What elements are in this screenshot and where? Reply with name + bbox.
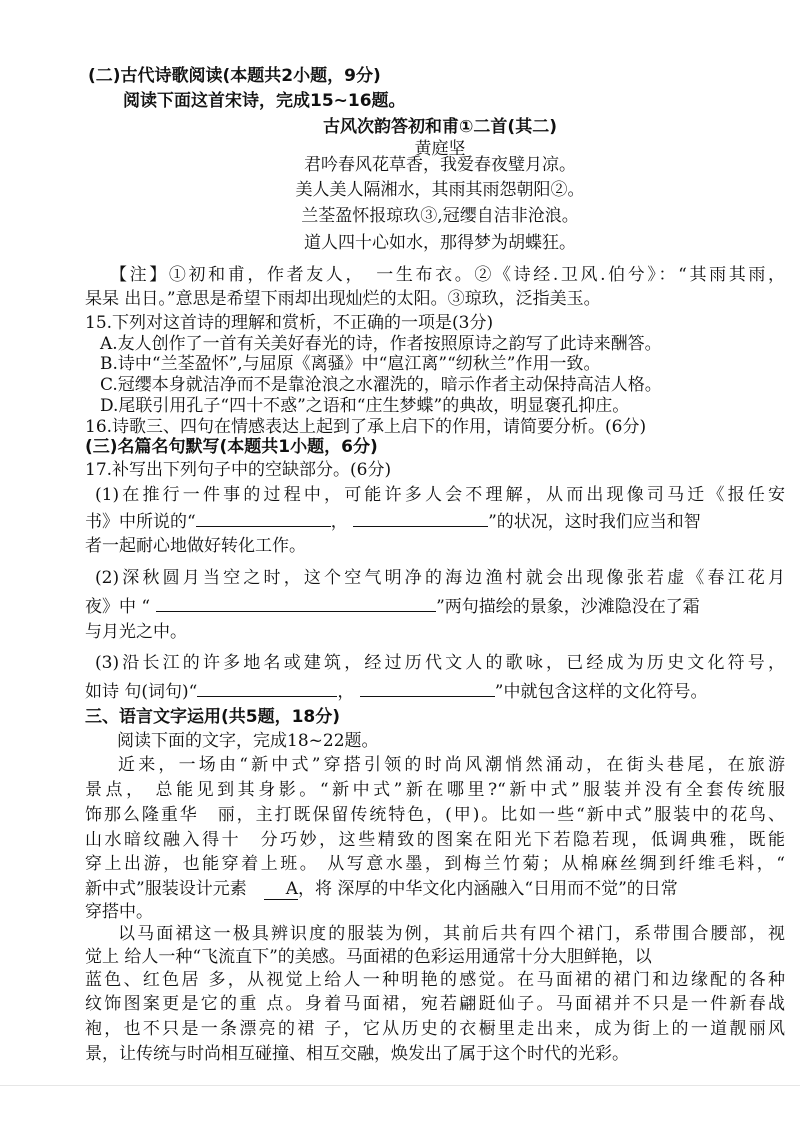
part-3-instruction: 阅读下面的文字，完成18~22题。	[117, 731, 379, 751]
question-17-2-text	[85, 595, 700, 617]
poem-line: 兰荃盈怀报琼玖③,冠缨自洁非沧浪。	[301, 206, 579, 226]
section-header-recitation: (三)名篇名句默写(本题共1小题，6分)	[85, 437, 378, 457]
passage-line: 穿上出游，也能穿着上班。 从写意水墨，到梅兰竹菊；从棉麻丝绸到纤维毛料，“	[85, 854, 785, 874]
answer-blank[interactable]	[156, 595, 436, 612]
passage-line: 山水暗纹融入得十 分巧妙，这些精致的图案在阳光下若隐若现，低调典雅，既能	[85, 830, 785, 850]
question-17-1-text	[85, 510, 701, 532]
page-divider	[0, 1085, 800, 1086]
question-17-1-text: (1)在推行一件事的过程中，可能许多人会不理解，从而出现像司马迁《报任安	[95, 485, 785, 505]
blank-a: A	[264, 879, 298, 900]
text: ，将 深厚的中华文化内涵融入“日用而不觉”的日常	[297, 879, 678, 899]
poem-line: 君吟春风花草香，我爱春夜璧月凉。	[304, 155, 576, 175]
poem-note: 【注】①初和甫，作者友人， 一生布衣。②《诗经.卫风.伯兮》：“其雨其雨，	[110, 265, 785, 285]
answer-blank[interactable]	[196, 510, 331, 527]
passage-line: 蓝色、红色居 多，从视觉上给人一种明艳的感觉。在马面裙的裙门和边缘配的各种	[85, 970, 785, 990]
passage-line: 景，让传统与时尚相互碰撞、相互交融，焕发出了属于这个时代的光彩。	[85, 1044, 629, 1064]
question-15-option-c: C.冠缨本身就洁净而不是靠沧浪之水濯洗的，暗示作者主动保持高洁人格。	[100, 375, 662, 395]
answer-blank[interactable]	[360, 680, 495, 697]
text: ”的状况，这时我们应当和智	[488, 512, 701, 532]
question-17-3-text: (3)沿长江的许多地名或建筑，经过历代文人的歌咏，已经成为历史文化符号，	[95, 653, 785, 673]
question-15-option-b: B.诗中“兰荃盈怀”,与屈原《离骚》中“扈江离”“纫秋兰”作用一致。	[100, 354, 601, 374]
passage-line: 饰那么隆重华 丽，主打既保留传统特色，(甲)。比如一些“新中式”服装中的花鸟、	[85, 805, 785, 825]
poem-title: 古风次韵答初和甫①二首(其二)	[323, 117, 557, 137]
question-15-stem: 15.下列对这首诗的理解和赏析，不正确的一项是(3分)	[85, 313, 494, 333]
answer-blank[interactable]	[197, 680, 337, 697]
part-3-header: 三、语言文字运用(共5题，18分)	[85, 707, 341, 727]
question-17-2-text: (2)深秋圆月当空之时，这个空气明净的海边渔村就会出现像张若虚《春江花月	[95, 568, 785, 588]
question-17-stem: 17.补写出下列句子中的空缺部分。(6分)	[85, 460, 392, 480]
passage-line: 穿搭中。	[85, 902, 153, 922]
text: 新中式”服装设计元素	[85, 879, 264, 899]
text: ”中就包含这样的文化符号。	[494, 682, 708, 702]
text: 书》中所说的“	[85, 512, 196, 532]
passage-line	[85, 879, 678, 900]
poem-note: 杲杲 出日。”意思是希望下雨却出现灿烂的太阳。③琼玖，泛指美玉。	[85, 289, 601, 309]
section-header-poetry: (二)古代诗歌阅读(本题共2小题，9分)	[88, 66, 381, 86]
answer-blank[interactable]	[353, 510, 488, 527]
poem-author: 黄庭坚	[414, 139, 466, 159]
passage-line: 近来，一场由“新中式”穿搭引领的时尚风潮悄然涌动，在街头巷尾，在旅游	[118, 755, 785, 775]
poem-line: 道人四十心如水，那得梦为胡蝶狂。	[304, 233, 576, 253]
poetry-instruction: 阅读下面这首宋诗，完成15~16题。	[123, 91, 406, 111]
question-15-option-d: D.尾联引用孔子“四十不惑”之语和“庄生梦蝶”的典故，明显褒孔抑庄。	[100, 396, 630, 416]
text: 如诗 句(词句)“	[85, 682, 198, 702]
passage-line: 纹饰图案更是它的重 点。身着马面裙，宛若翩跹仙子。马面裙并不只是一件新春战	[85, 994, 785, 1014]
question-15-option-a: A.友人创作了一首有关美好春光的诗，作者按照原诗之韵写了此诗来酬答。	[100, 334, 662, 354]
text: ，	[337, 682, 355, 702]
question-16: 16.诗歌三、四句在情感表达上起到了承上启下的作用，请简要分析。(6分)	[85, 417, 647, 437]
question-17-1-text: 者一起耐心地做好转化工作。	[85, 536, 306, 556]
text: ，	[330, 512, 348, 532]
text: ”两句描绘的景象，沙滩隐没在了霜	[436, 597, 700, 617]
passage-line: 觉上 给人一种“飞流直下”的美感。马面裙的色彩运用通常十分大胆鲜艳，以	[85, 947, 652, 967]
passage-line: 袍，也不只是一条漂亮的裙 子，它从历史的衣橱里走出来，成为街上的一道靓丽风	[85, 1019, 785, 1039]
text: 夜》中 “	[85, 597, 151, 617]
passage-line: 以马面裙这一极具辨识度的服装为例，其前后共有四个裙门，系带围合腰部，视	[118, 924, 785, 944]
question-17-2-text: 与月光之中。	[85, 622, 187, 642]
passage-line: 景点， 总能见到其身影。“新中式”新在哪里?“新中式”服装并没有全套传统服	[85, 780, 785, 800]
poem-line: 美人美人隔湘水，其雨其雨怨朝阳②。	[295, 180, 585, 200]
question-17-3-text	[85, 680, 707, 702]
